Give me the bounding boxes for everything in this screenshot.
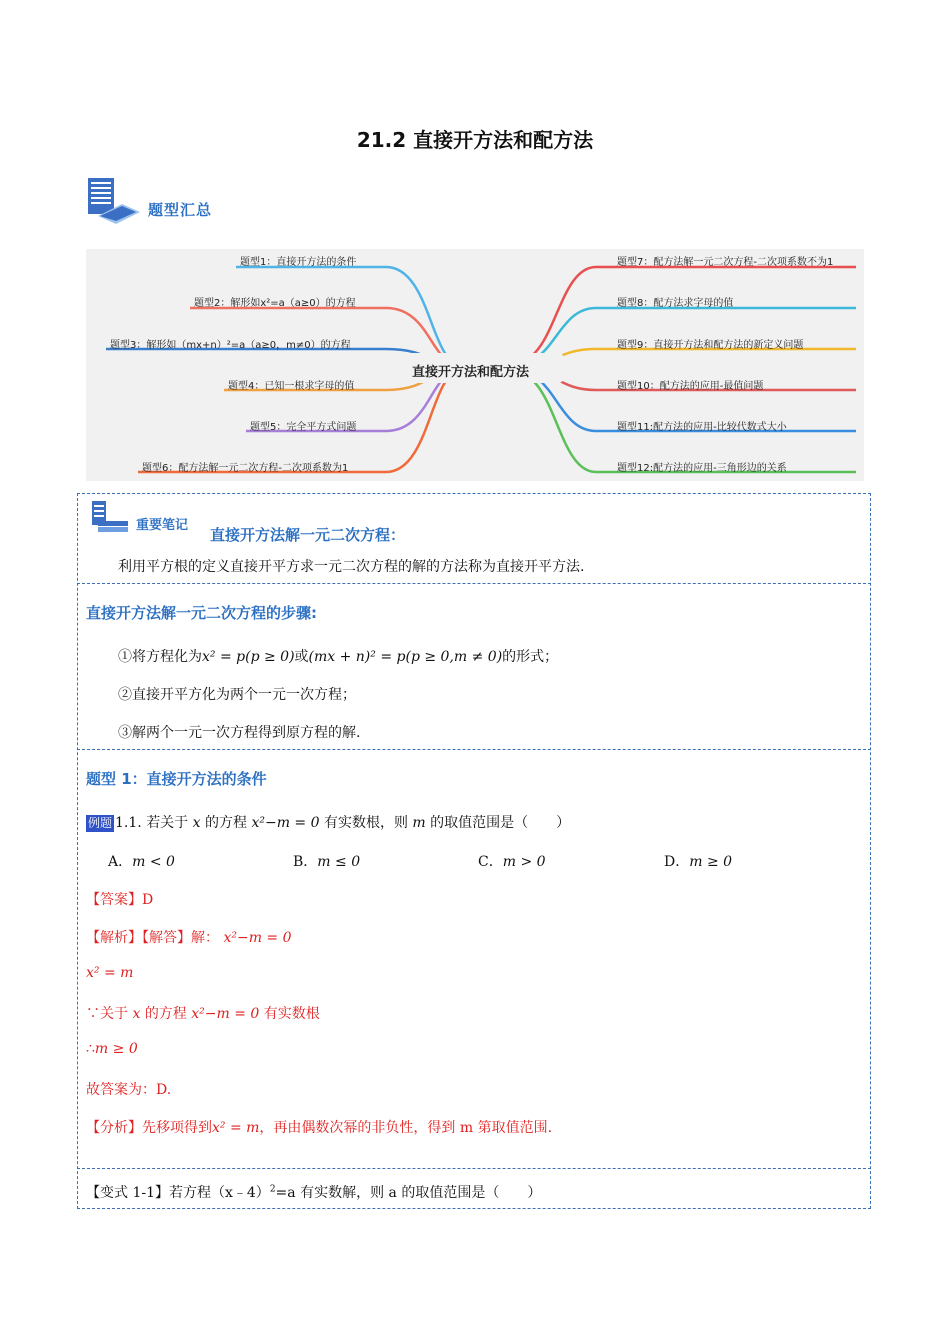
notes-heading: 直接开方法解一元二次方程： (210, 526, 406, 544)
example-question: 例题 1.1. 若关于 x 的方程 x²−m = 0 有实数根，则 m 的取值范围是（ ） (88, 815, 571, 831)
mind-map-item-9: 题型9：直接开方法和配方法的新定义问题 (617, 340, 804, 351)
mind-map-item-7: 题型7：配方法解一元二次方程-二次项系数不为1 (617, 257, 834, 268)
page-title: 21.2 直接开方法和配方法 (356, 128, 594, 152)
mind-map-item-12: 题型12:配方法的应用-三角形边的关系 (617, 463, 787, 474)
mind-map-item-6: 题型6：配方法解一元二次方程-二次项系数为1 (142, 463, 349, 474)
books-icon (86, 176, 142, 224)
mind-map-item-11: 题型11:配方法的应用-比较代数式大小 (617, 422, 787, 433)
step-2: ②直接开平方化为两个一元一次方程； (118, 687, 356, 703)
summary-label: 题型汇总 (148, 201, 213, 219)
mind-map (86, 249, 864, 481)
divider (77, 583, 871, 584)
content-box (77, 493, 871, 1209)
mind-map-item-10: 题型10：配方法的应用-最值问题 (617, 381, 764, 392)
notes-label: 重要笔记 (136, 518, 189, 533)
mind-map-item-1: 题型1：直接开方法的条件 (240, 257, 357, 268)
analysis-line-1: 【解析】【解答】解： x²−m = 0 (86, 930, 292, 946)
steps-heading: 直接开方法解一元二次方程的步骤: (86, 604, 318, 622)
definition-text: 利用平方根的定义直接开平方求一元二次方程的解的方法称为直接开平方法. (118, 559, 585, 575)
mind-map-item-2: 题型2：解形如x²=a（a≥0）的方程 (194, 298, 356, 309)
answer: 【答案】D (86, 892, 154, 908)
analysis-summary: 【分析】先移项得到x² = m，再由偶数次幂的非负性，得到 m 第取值范围. (86, 1120, 553, 1136)
analysis-line-2: x² = m (86, 965, 134, 981)
analysis-line-3: ∵关于 x 的方程 x²−m = 0 有实数根 (86, 1006, 320, 1022)
option-a: A．m < 0 (108, 854, 175, 870)
mind-map-item-4: 题型4：已知一根求字母的值 (228, 381, 355, 392)
option-b: B．m ≤ 0 (293, 854, 361, 870)
notes-icon (90, 499, 130, 533)
divider (77, 1168, 871, 1169)
mind-map-item-5: 题型5：完全平方式问题 (250, 422, 357, 433)
divider (77, 749, 871, 750)
example-badge: 例题 (88, 816, 113, 830)
option-d: D．m ≥ 0 (664, 854, 733, 870)
step-3: ③解两个一元一次方程得到原方程的解. (118, 725, 361, 741)
variant-question: 【变式 1-1】若方程（x﹣4）$^2$=a 有实数解，则 a 的取值范围是（ ） (86, 1184, 542, 1201)
step-1: ①将方程化为x² = p(p ≥ 0)或(mx + n)² = p(p ≥ 0,m ≠ 0)的形式； (118, 649, 559, 665)
mind-map-item-8: 题型8：配方法求字母的值 (617, 298, 734, 309)
option-c: C．m > 0 (478, 854, 546, 870)
mind-map-center: 直接开方法和配方法 (412, 365, 530, 380)
analysis-line-5: 故答案为：D. (86, 1082, 172, 1098)
mind-map-item-3: 题型3：解形如（mx+n）²=a（a≥0，m≠0）的方程 (110, 340, 351, 351)
type1-heading: 题型 1：直接开方法的条件 (86, 770, 267, 788)
analysis-line-4: ∴m ≥ 0 (86, 1041, 138, 1057)
